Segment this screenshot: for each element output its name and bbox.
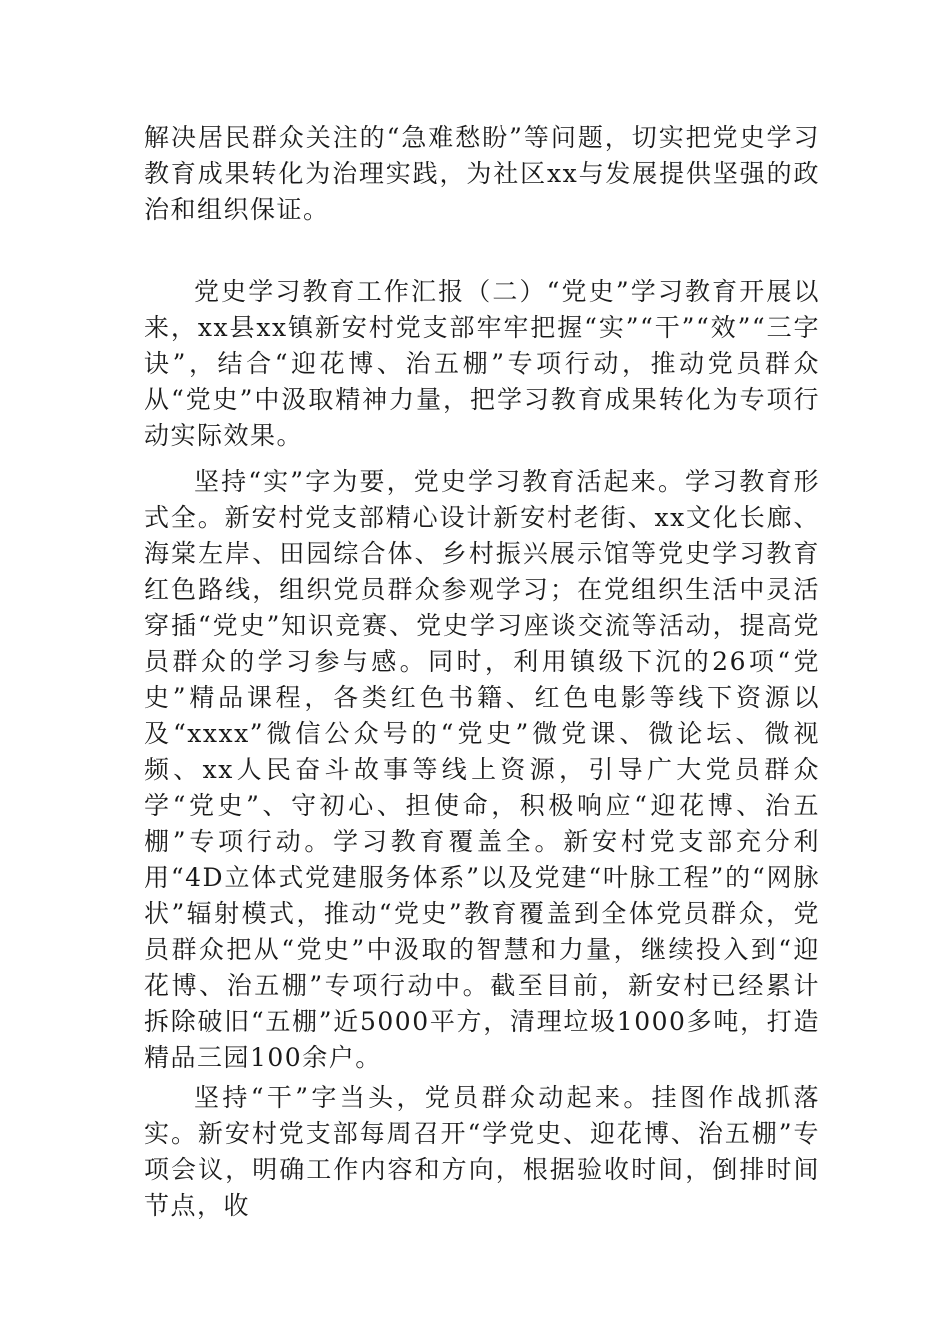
paragraph-shi-principle: 坚持“实”字为要，党史学习教育活起来。学习教育形式全。新安村党支部精心设计新安村老街、xx文化长廊、海棠左岸、田园综合体、乡村振兴展示馆等党史学习教育红色路线，组织党员群众参观学习；在党组织生活中灵活穿插“党史”知识竞赛、党史学习座谈交流等活动，提高党员群众的学习参与感。同时，利用镇级下沉的26项“党史”精品课程，各类红色书籍、红色电影等线下资源以及“xxxx”微信公众号的“党史”微党课、微论坛、微视频、xx人民奋斗故事等线上资源，引导广大党员群众学“党史”、守初心、担使命，积极响应“迎花博、治五棚”专项行动。学习教育覆盖全。新安村党支部充分利用“4D立体式党建服务体系”以及党建“叶脉工程”的“网脉状”辐射模式，推动“党史”教育覆盖到全体党员群众，党员群众把从“党史”中汲取的智慧和力量，继续投入到“迎花博、治五棚”专项行动中。截至目前，新安村已经累计拆除破旧“五棚”近5000平方，清理垃圾1000多吨，打造精品三园100余户。	[144, 467, 820, 1072]
paragraph-report-intro: 党史学习教育工作汇报（二）“党史”学习教育开展以来，xx县xx镇新安村党支部牢牢把握“实”“干”“效”“三字诀”，结合“迎花博、治五棚”专项行动，推动党员群众从“党史”中汲取精神力量，把学习教育成果转化为专项行动实际效果。	[144, 277, 820, 450]
paragraph-gan-principle: 坚持“干”字当头，党员群众动起来。挂图作战抓落实。新安村党支部每周召开“学党史、迎花博、治五棚”专项会议，明确工作内容和方向，根据验收时间，倒排时间节点，收	[144, 1083, 820, 1220]
paragraph-continuation: 解决居民群众关注的“急难愁盼”等问题，切实把党史学习教育成果转化为治理实践，为社区xx与发展提供坚强的政治和组织保证。	[144, 123, 820, 224]
